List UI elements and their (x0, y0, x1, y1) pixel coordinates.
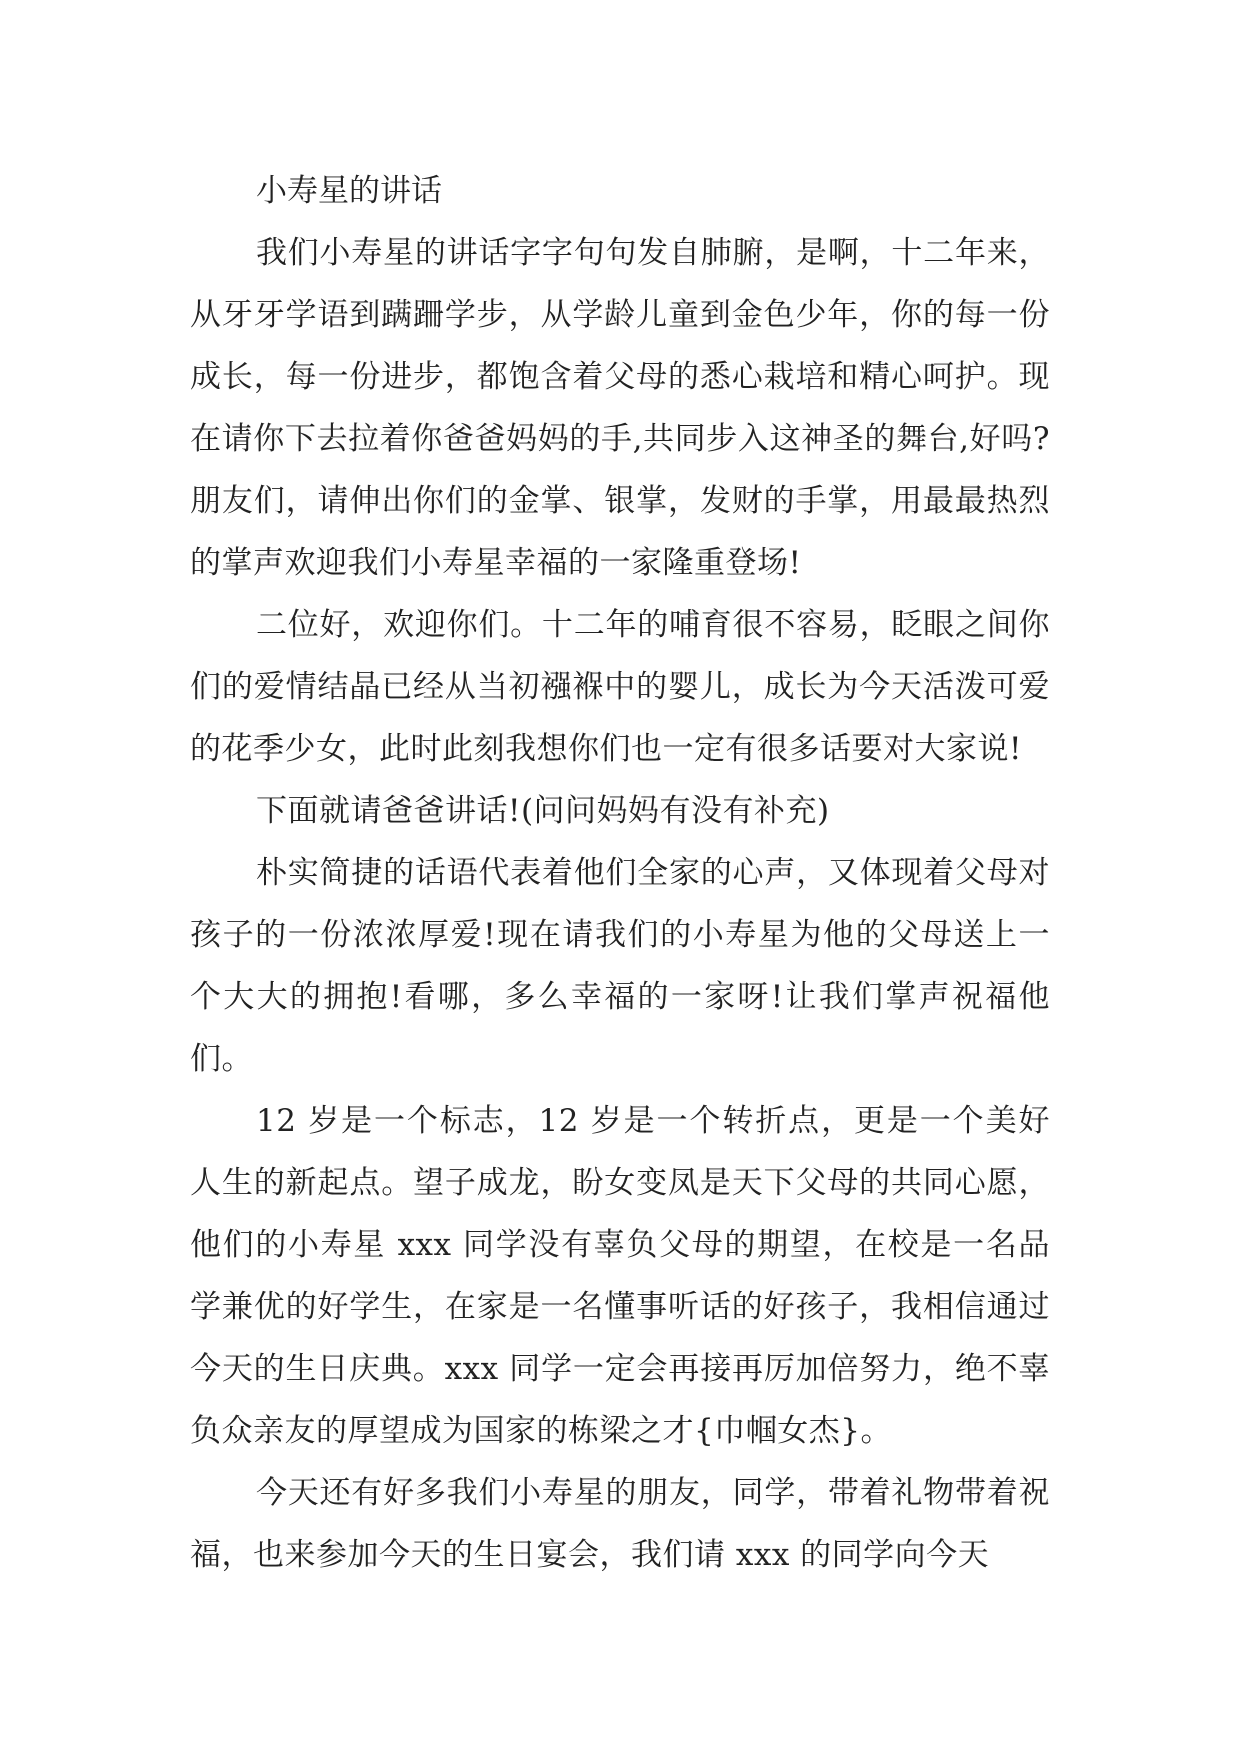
paragraph-1: 我们小寿星的讲话字字句句发自肺腑，是啊，十二年来，从牙牙学语到蹒跚学步，从学龄儿童到金色少年，你的每一份成长，每一份进步，都饱含着父母的悉心栽培和精心呵护。现在请你下去拉着你爸爸妈妈的手,共同步入这神圣的舞台,好吗?朋友们，请伸出你们的金掌、银掌，发财的手掌，用最最热烈的掌声欢迎我们小寿星幸福的一家隆重登场! (190, 235, 1050, 581)
paragraph-3: 下面就请爸爸讲话!(问问妈妈有没有补充) (256, 793, 830, 829)
document-title: 小寿星的讲话 (256, 173, 442, 209)
paragraph-4: 朴实简捷的话语代表着他们全家的心声，又体现着父母对孩子的一份浓浓厚爱!现在请我们的小寿星为他的父母送上一个大大的拥抱!看哪，多么幸福的一家呀!让我们掌声祝福他们。 (190, 855, 1050, 1077)
document-body (190, 160, 1050, 1586)
paragraph-6: 今天还有好多我们小寿星的朋友，同学，带着礼物带着祝福，也来参加今天的生日宴会，我们请 xxx 的同学向今天 (190, 1475, 1050, 1573)
paragraph-5: 12 岁是一个标志，12 岁是一个转折点，更是一个美好人生的新起点。望子成龙，盼女变凤是天下父母的共同心愿，他们的小寿星 xxx 同学没有辜负父母的期望，在校是一名品学兼优的好学生，在家是一名懂事听话的好孩子，我相信通过今天的生日庆典。xxx 同学一定会再接再厉加倍努力，绝不辜负众亲友的厚望成为国家的栋梁之才{巾帼女杰}。 (190, 1103, 1050, 1449)
paragraph-2: 二位好，欢迎你们。十二年的哺育很不容易，眨眼之间你们的爱情结晶已经从当初襁褓中的婴儿，成长为今天活泼可爱的花季少女，此时此刻我想你们也一定有很多话要对大家说! (190, 607, 1050, 767)
